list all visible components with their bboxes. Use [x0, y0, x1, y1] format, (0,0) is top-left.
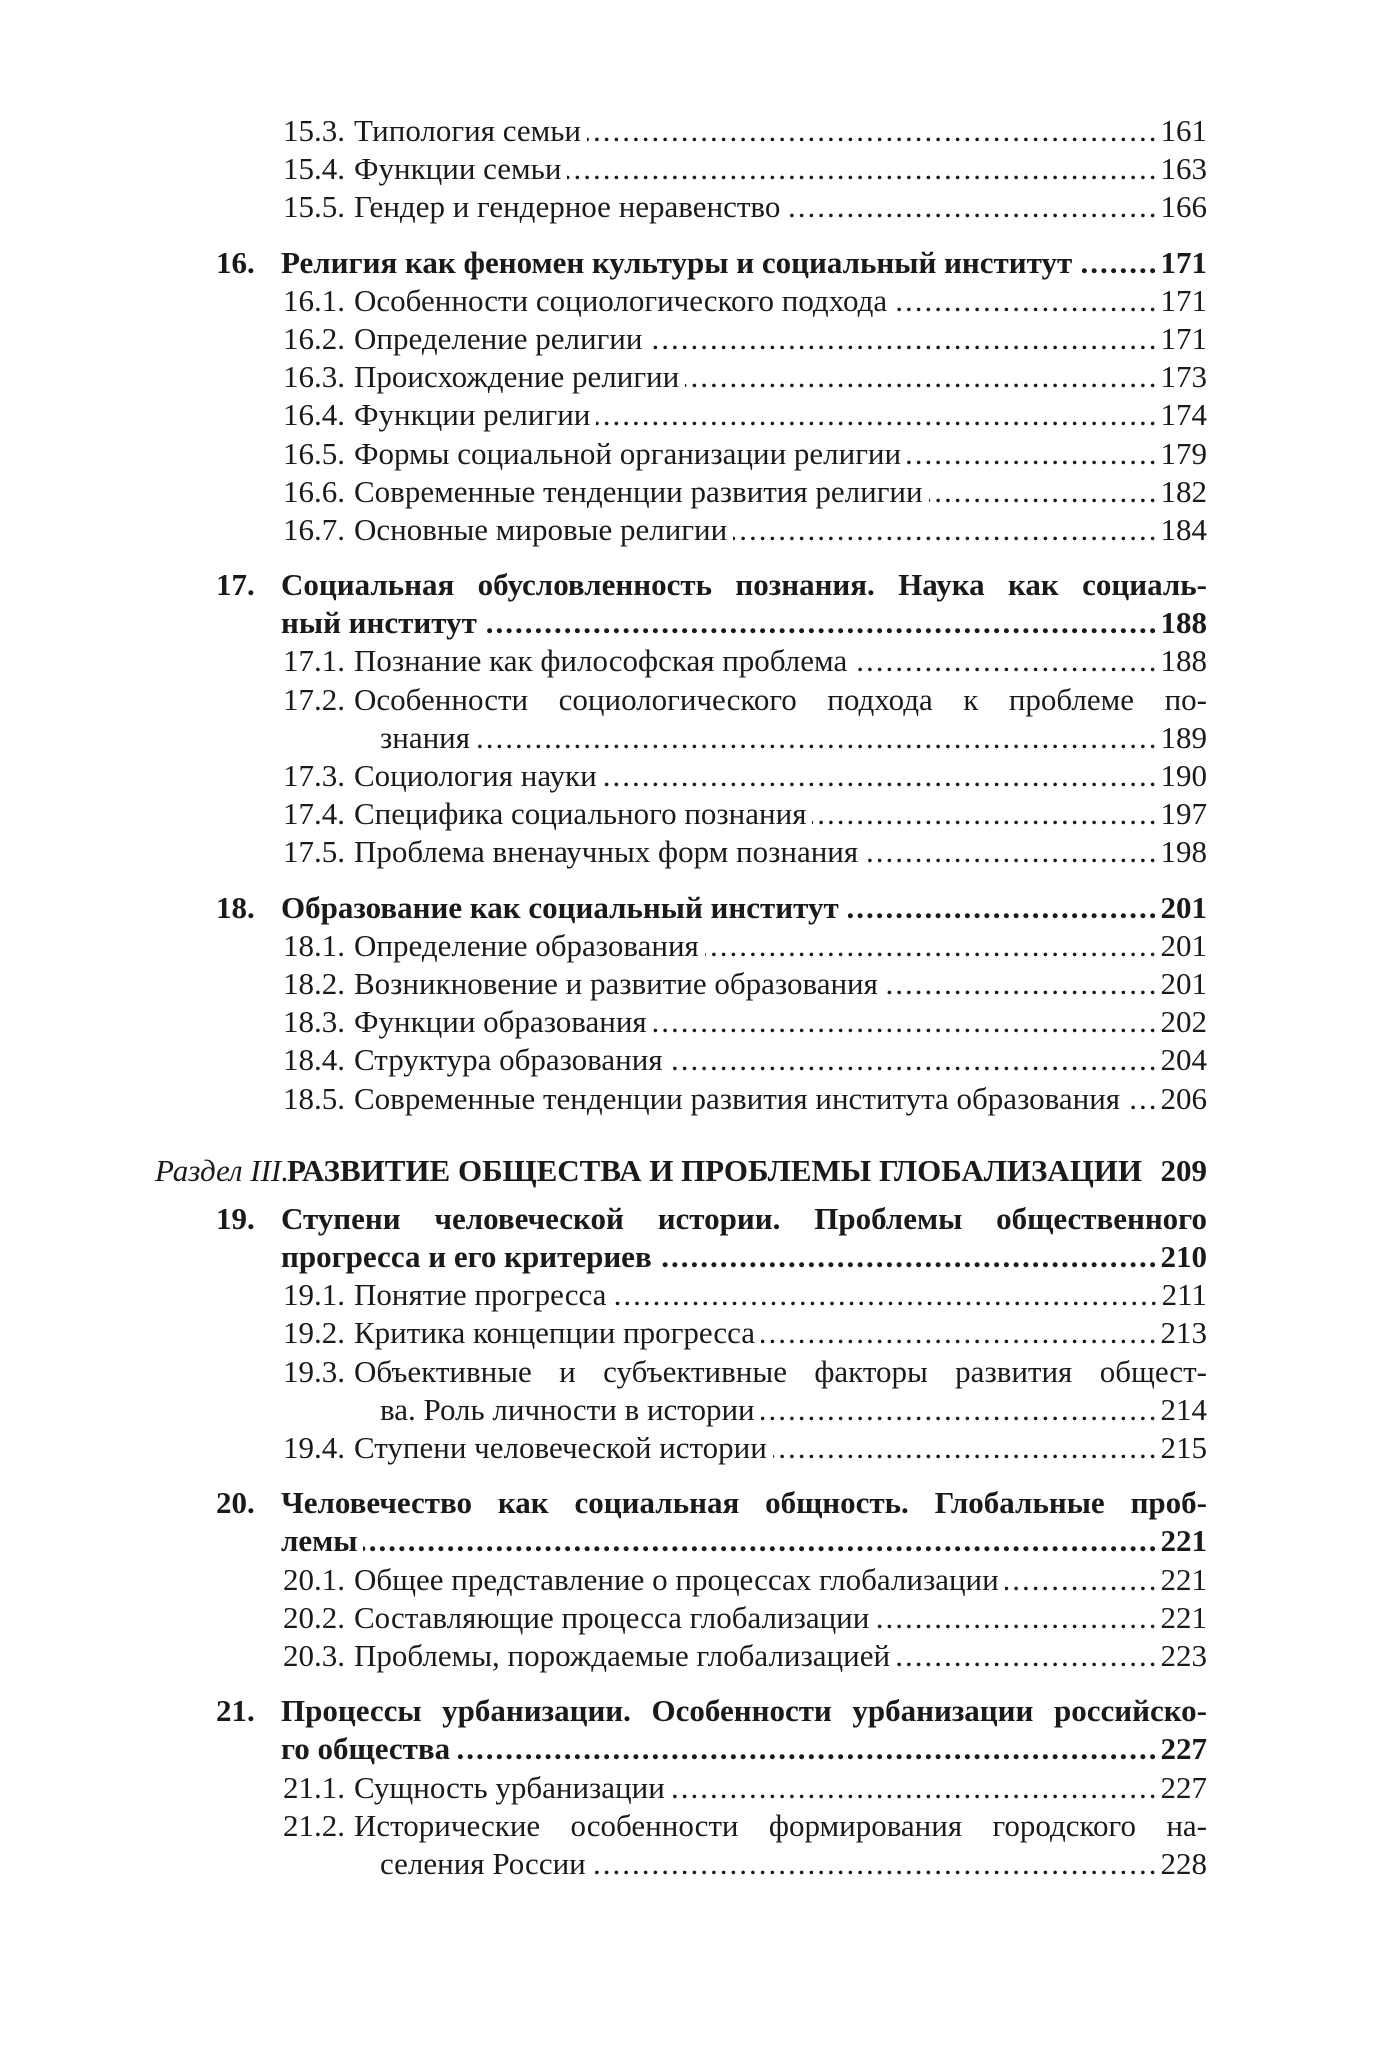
- dot-leader: [671, 1769, 1159, 1807]
- entry-title: ный институт: [281, 605, 477, 641]
- toc-subsection-line: [0, 1561, 1381, 1599]
- entry-title: лемы: [281, 1523, 358, 1559]
- dot-leader: [363, 1522, 1158, 1560]
- section-number: 19.1.: [283, 1277, 345, 1313]
- toc-subsection-line: [0, 1391, 1381, 1429]
- entry-title: Познание как философская проблема: [354, 643, 848, 679]
- toc-entry: [354, 1637, 1207, 1675]
- toc-entry: [380, 719, 1207, 757]
- toc-entry: [354, 1003, 1207, 1041]
- toc-chapter-line: [0, 1522, 1381, 1560]
- entry-title: Человечество как социальная общность. Глобальные проб-: [281, 1485, 1207, 1521]
- entry-title: Сущность урбанизации: [354, 1769, 665, 1805]
- dot-leader: [761, 1391, 1159, 1429]
- toc-subsection-line: [0, 1080, 1381, 1118]
- page-number: 204: [1160, 1042, 1207, 1078]
- page-number: 197: [1160, 796, 1207, 832]
- entry-title: Особенности социологического подхода: [354, 282, 888, 318]
- section-number: 20.2.: [283, 1599, 345, 1635]
- toc-entry: [354, 642, 1207, 680]
- toc-entry: [354, 511, 1207, 549]
- toc-subsection-line: [0, 1003, 1381, 1041]
- dot-leader: [864, 833, 1158, 871]
- section-number: 18.2.: [283, 965, 345, 1001]
- toc-subsection-line: [0, 320, 1381, 358]
- chapter-number: 19.: [216, 1200, 255, 1236]
- dot-leader: [812, 795, 1158, 833]
- toc-subsection-line: [0, 1276, 1381, 1314]
- toc-entry: [354, 188, 1207, 226]
- page-number: 210: [1160, 1239, 1207, 1275]
- dot-leader: [567, 150, 1158, 188]
- section-number: 17.2.: [283, 681, 345, 717]
- entry-title: Исторические особенности формирования городского на-: [354, 1807, 1207, 1843]
- page-number: 163: [1160, 151, 1207, 187]
- entry-title: Проблемы, порождаемые глобализацией: [354, 1637, 891, 1673]
- dot-leader: [853, 642, 1158, 680]
- entry-title: Процессы урбанизации. Особенности урбанизации российско-: [281, 1693, 1207, 1729]
- toc-entry: [354, 965, 1207, 1003]
- section-number: 15.3.: [283, 113, 345, 148]
- entry-title: Социология науки: [354, 758, 597, 793]
- toc-entry: [281, 1522, 1207, 1560]
- page-number: 174: [1160, 397, 1207, 433]
- dot-leader: [1005, 1561, 1159, 1599]
- section-number: 16.1.: [283, 282, 345, 318]
- part-label: Раздел III.: [155, 1152, 289, 1188]
- toc-chapter-line: [0, 889, 1381, 927]
- section-number: 17.5.: [283, 834, 345, 870]
- entry-title: Происхождение религии: [354, 359, 680, 395]
- page-number: 173: [1160, 359, 1207, 395]
- section-number: 18.3.: [283, 1004, 345, 1040]
- dot-leader: [456, 1730, 1158, 1768]
- dot-leader: [761, 1314, 1158, 1352]
- entry-title: Функции религии: [354, 397, 591, 433]
- toc-subsection-line: [0, 965, 1381, 1003]
- page-number: 188: [1160, 605, 1207, 641]
- section-number: 20.1.: [283, 1561, 345, 1597]
- toc-subsection-line: [0, 927, 1381, 965]
- page-number: 171: [1160, 320, 1207, 356]
- section-number: 19.3.: [283, 1353, 345, 1389]
- dot-leader: [669, 1041, 1159, 1079]
- toc-subsection-line: [0, 511, 1381, 549]
- entry-title: Социальная обусловленность познания. Наука как социаль-: [281, 567, 1207, 603]
- section-number: 16.7.: [283, 511, 345, 547]
- entry-title: Современные тенденции развития религии: [354, 473, 923, 509]
- entry-title: Ступени человеческой истории. Проблемы общественного: [281, 1200, 1207, 1236]
- page-number: 215: [1160, 1430, 1207, 1465]
- dot-leader: [658, 1238, 1159, 1276]
- entry-title: Понятие прогресса: [354, 1277, 607, 1313]
- toc-entry: [354, 1314, 1207, 1352]
- page-number: 221: [1160, 1599, 1207, 1635]
- entry-title: Образование как социальный институт: [281, 889, 839, 925]
- section-number: 21.1.: [283, 1769, 345, 1805]
- section-number: 20.3.: [283, 1637, 345, 1673]
- toc-entry: [281, 1238, 1207, 1276]
- toc-entry: [354, 927, 1207, 965]
- toc-subsection-line: [0, 358, 1381, 396]
- toc-subsection-line: [0, 1599, 1381, 1637]
- entry-title: Особенности социологического подхода к проблеме по-: [354, 681, 1207, 717]
- toc-subsection-line: [0, 1769, 1381, 1807]
- entry-title: Определение образования: [354, 927, 699, 963]
- dot-leader: [896, 1637, 1158, 1675]
- toc-entry: [380, 1845, 1207, 1883]
- chapter-number: 18.: [216, 889, 255, 925]
- page-number: 201: [1160, 965, 1207, 1001]
- dot-leader: [592, 1845, 1159, 1883]
- entry-title: Формы социальной организации религии: [354, 435, 902, 471]
- dot-leader: [476, 719, 1158, 757]
- section-number: 18.4.: [283, 1042, 345, 1078]
- dot-leader: [603, 757, 1159, 795]
- part-title: РАЗВИТИЕ ОБЩЕСТВА И ПРОБЛЕМЫ ГЛОБАЛИЗАЦИИ: [287, 1152, 1143, 1188]
- toc-subsection-line: [0, 282, 1381, 320]
- toc-entry: [281, 1730, 1207, 1768]
- table-of-contents: [0, 112, 1381, 1883]
- section-number: 17.4.: [283, 796, 345, 832]
- dot-leader: [705, 927, 1159, 965]
- entry-title: Основные мировые религии: [354, 511, 728, 547]
- page-number: 223: [1160, 1637, 1207, 1673]
- dot-leader: [1126, 1080, 1158, 1118]
- dot-leader: [483, 604, 1159, 642]
- entry-title: Гендер и гендерное неравенство: [354, 189, 781, 225]
- section-number: 17.1.: [283, 643, 345, 679]
- page-number: 201: [1160, 927, 1207, 963]
- toc-entry: [354, 112, 1207, 150]
- page-number: 179: [1160, 435, 1207, 471]
- page-number: 184: [1160, 511, 1207, 547]
- toc-chapter-line: [0, 1730, 1381, 1768]
- page-number: 221: [1160, 1523, 1207, 1559]
- entry-title: го общества: [281, 1731, 451, 1767]
- toc-subsection-line: [0, 473, 1381, 511]
- page-number: 201: [1160, 889, 1207, 925]
- toc-chapter-line: [0, 1238, 1381, 1276]
- page-number: 214: [1160, 1391, 1207, 1427]
- entry-title: Функции семьи: [354, 151, 562, 187]
- toc-subsection-line: [0, 1807, 1381, 1845]
- dot-leader: [612, 1276, 1159, 1314]
- toc-subsection-line: [0, 188, 1381, 226]
- section-number: 18.1.: [283, 927, 345, 963]
- toc-chapter-line: [0, 604, 1381, 642]
- toc-entry: [354, 1599, 1207, 1637]
- toc-entry: [354, 1276, 1207, 1314]
- dot-leader: [653, 1003, 1159, 1041]
- toc-entry: [354, 473, 1207, 511]
- toc-part: [0, 1152, 1381, 1190]
- page-number: 227: [1160, 1769, 1207, 1805]
- dot-leader: [685, 358, 1158, 396]
- section-number: 16.5.: [283, 435, 345, 471]
- page-number: 188: [1160, 643, 1207, 679]
- dot-leader: [845, 889, 1159, 927]
- toc-entry: [354, 1080, 1207, 1118]
- dot-leader: [773, 1429, 1159, 1467]
- dot-leader: [596, 396, 1158, 434]
- toc-chapter-line: [0, 1692, 1381, 1730]
- dot-leader: [907, 435, 1158, 473]
- dot-leader: [587, 112, 1159, 150]
- toc-subsection-line: [0, 681, 1381, 719]
- page-number: 171: [1160, 282, 1207, 318]
- entry-title: прогресса и его критериев: [281, 1239, 652, 1275]
- section-number: 19.2.: [283, 1315, 345, 1351]
- page-number: 161: [1160, 113, 1207, 148]
- toc-entry: [281, 889, 1207, 927]
- entry-title: знания: [380, 719, 471, 755]
- page-number: 198: [1160, 834, 1207, 870]
- entry-title: Объективные и субъективные факторы развития общест-: [354, 1353, 1207, 1389]
- section-number: 16.3.: [283, 359, 345, 395]
- entry-title: Структура образования: [354, 1042, 663, 1078]
- page-number: 213: [1160, 1315, 1207, 1351]
- entry-title: ва. Роль личности в истории: [380, 1391, 755, 1427]
- toc-entry: [354, 1561, 1207, 1599]
- toc-subsection-line: [0, 757, 1381, 795]
- page-number: 182: [1160, 473, 1207, 509]
- toc-subsection-line: [0, 1429, 1381, 1467]
- toc-entry: [380, 1391, 1207, 1429]
- toc-entry: [354, 1429, 1207, 1467]
- toc-entry: [354, 358, 1207, 396]
- toc-entry: [281, 604, 1207, 642]
- toc-entry: [354, 833, 1207, 871]
- page-number: 190: [1160, 758, 1207, 793]
- entry-title: Ступени человеческой истории: [354, 1430, 767, 1465]
- toc-chapter-line: [0, 1200, 1381, 1238]
- page-number: 211: [1161, 1277, 1207, 1313]
- toc-subsection-line: [0, 1845, 1381, 1883]
- entry-title: Критика концепции прогресса: [354, 1315, 756, 1351]
- page-number: 206: [1160, 1080, 1207, 1116]
- dot-leader: [929, 473, 1159, 511]
- toc-subsection-line: [0, 642, 1381, 680]
- page-number: 202: [1160, 1004, 1207, 1040]
- toc-subsection-line: [0, 719, 1381, 757]
- section-number: 21.2.: [283, 1807, 345, 1843]
- section-number: 16.6.: [283, 473, 345, 509]
- entry-title: Определение религии: [354, 320, 643, 356]
- page-number: 227: [1160, 1731, 1207, 1767]
- entry-title: Составляющие процесса глобализации: [354, 1599, 870, 1635]
- page-number: 221: [1160, 1561, 1207, 1597]
- page-number: 189: [1160, 719, 1207, 755]
- dot-leader: [875, 1599, 1158, 1637]
- toc-subsection-line: [0, 435, 1381, 473]
- toc-entry: [354, 396, 1207, 434]
- page-number: 209: [1160, 1152, 1207, 1188]
- page-number: 171: [1160, 244, 1207, 280]
- entry-title: Современные тенденции развития института образования: [354, 1080, 1121, 1116]
- section-number: 17.3.: [283, 758, 345, 793]
- entry-title: селения России: [380, 1845, 586, 1881]
- toc-subsection-line: [0, 1314, 1381, 1352]
- toc-subsection-line: [0, 396, 1381, 434]
- toc-subsection-line: [0, 795, 1381, 833]
- chapter-number: 17.: [216, 567, 255, 603]
- toc-entry: [354, 150, 1207, 188]
- dot-leader: [884, 965, 1159, 1003]
- section-number: 16.2.: [283, 320, 345, 356]
- entry-title: Возникновение и развитие образования: [354, 965, 878, 1001]
- toc-entry: [354, 1769, 1207, 1807]
- section-number: 19.4.: [283, 1430, 345, 1465]
- page-number: 166: [1160, 189, 1207, 225]
- toc-subsection-line: [0, 112, 1381, 150]
- toc-chapter-line: [0, 1484, 1381, 1522]
- dot-leader: [733, 511, 1158, 549]
- toc-entry: [281, 244, 1207, 282]
- dot-leader: [893, 282, 1158, 320]
- toc-entry: [354, 282, 1207, 320]
- entry-title: Типология семьи: [354, 113, 581, 148]
- chapter-number: 20.: [216, 1485, 255, 1521]
- entry-title: Специфика социального познания: [354, 796, 807, 832]
- toc-subsection-line: [0, 1353, 1381, 1391]
- dot-leader: [1078, 244, 1158, 282]
- entry-title: Проблема вненаучных форм познания: [354, 834, 859, 870]
- section-number: 16.4.: [283, 397, 345, 433]
- toc-chapter-line: [0, 566, 1381, 604]
- toc-subsection-line: [0, 150, 1381, 188]
- entry-title: Функции образования: [354, 1004, 647, 1040]
- toc-subsection-line: [0, 1637, 1381, 1675]
- toc-subsection-line: [0, 833, 1381, 871]
- dot-leader: [649, 320, 1159, 358]
- entry-title: Общее представление о процессах глобализации: [354, 1561, 999, 1597]
- toc-subsection-line: [0, 1041, 1381, 1079]
- section-number: 18.5.: [283, 1080, 345, 1116]
- section-number: 15.4.: [283, 151, 345, 187]
- page-number: 228: [1160, 1845, 1207, 1881]
- toc-entry: [354, 1041, 1207, 1079]
- toc-entry: [354, 795, 1207, 833]
- section-number: 15.5.: [283, 189, 345, 225]
- chapter-number: 16.: [216, 244, 255, 280]
- toc-entry: [354, 757, 1207, 795]
- toc-entry: [354, 320, 1207, 358]
- chapter-number: 21.: [216, 1693, 255, 1729]
- dot-leader: [786, 188, 1158, 226]
- toc-entry: [354, 435, 1207, 473]
- toc-chapter-line: [0, 244, 1381, 282]
- entry-title: Религия как феномен культуры и социальный институт: [281, 244, 1073, 280]
